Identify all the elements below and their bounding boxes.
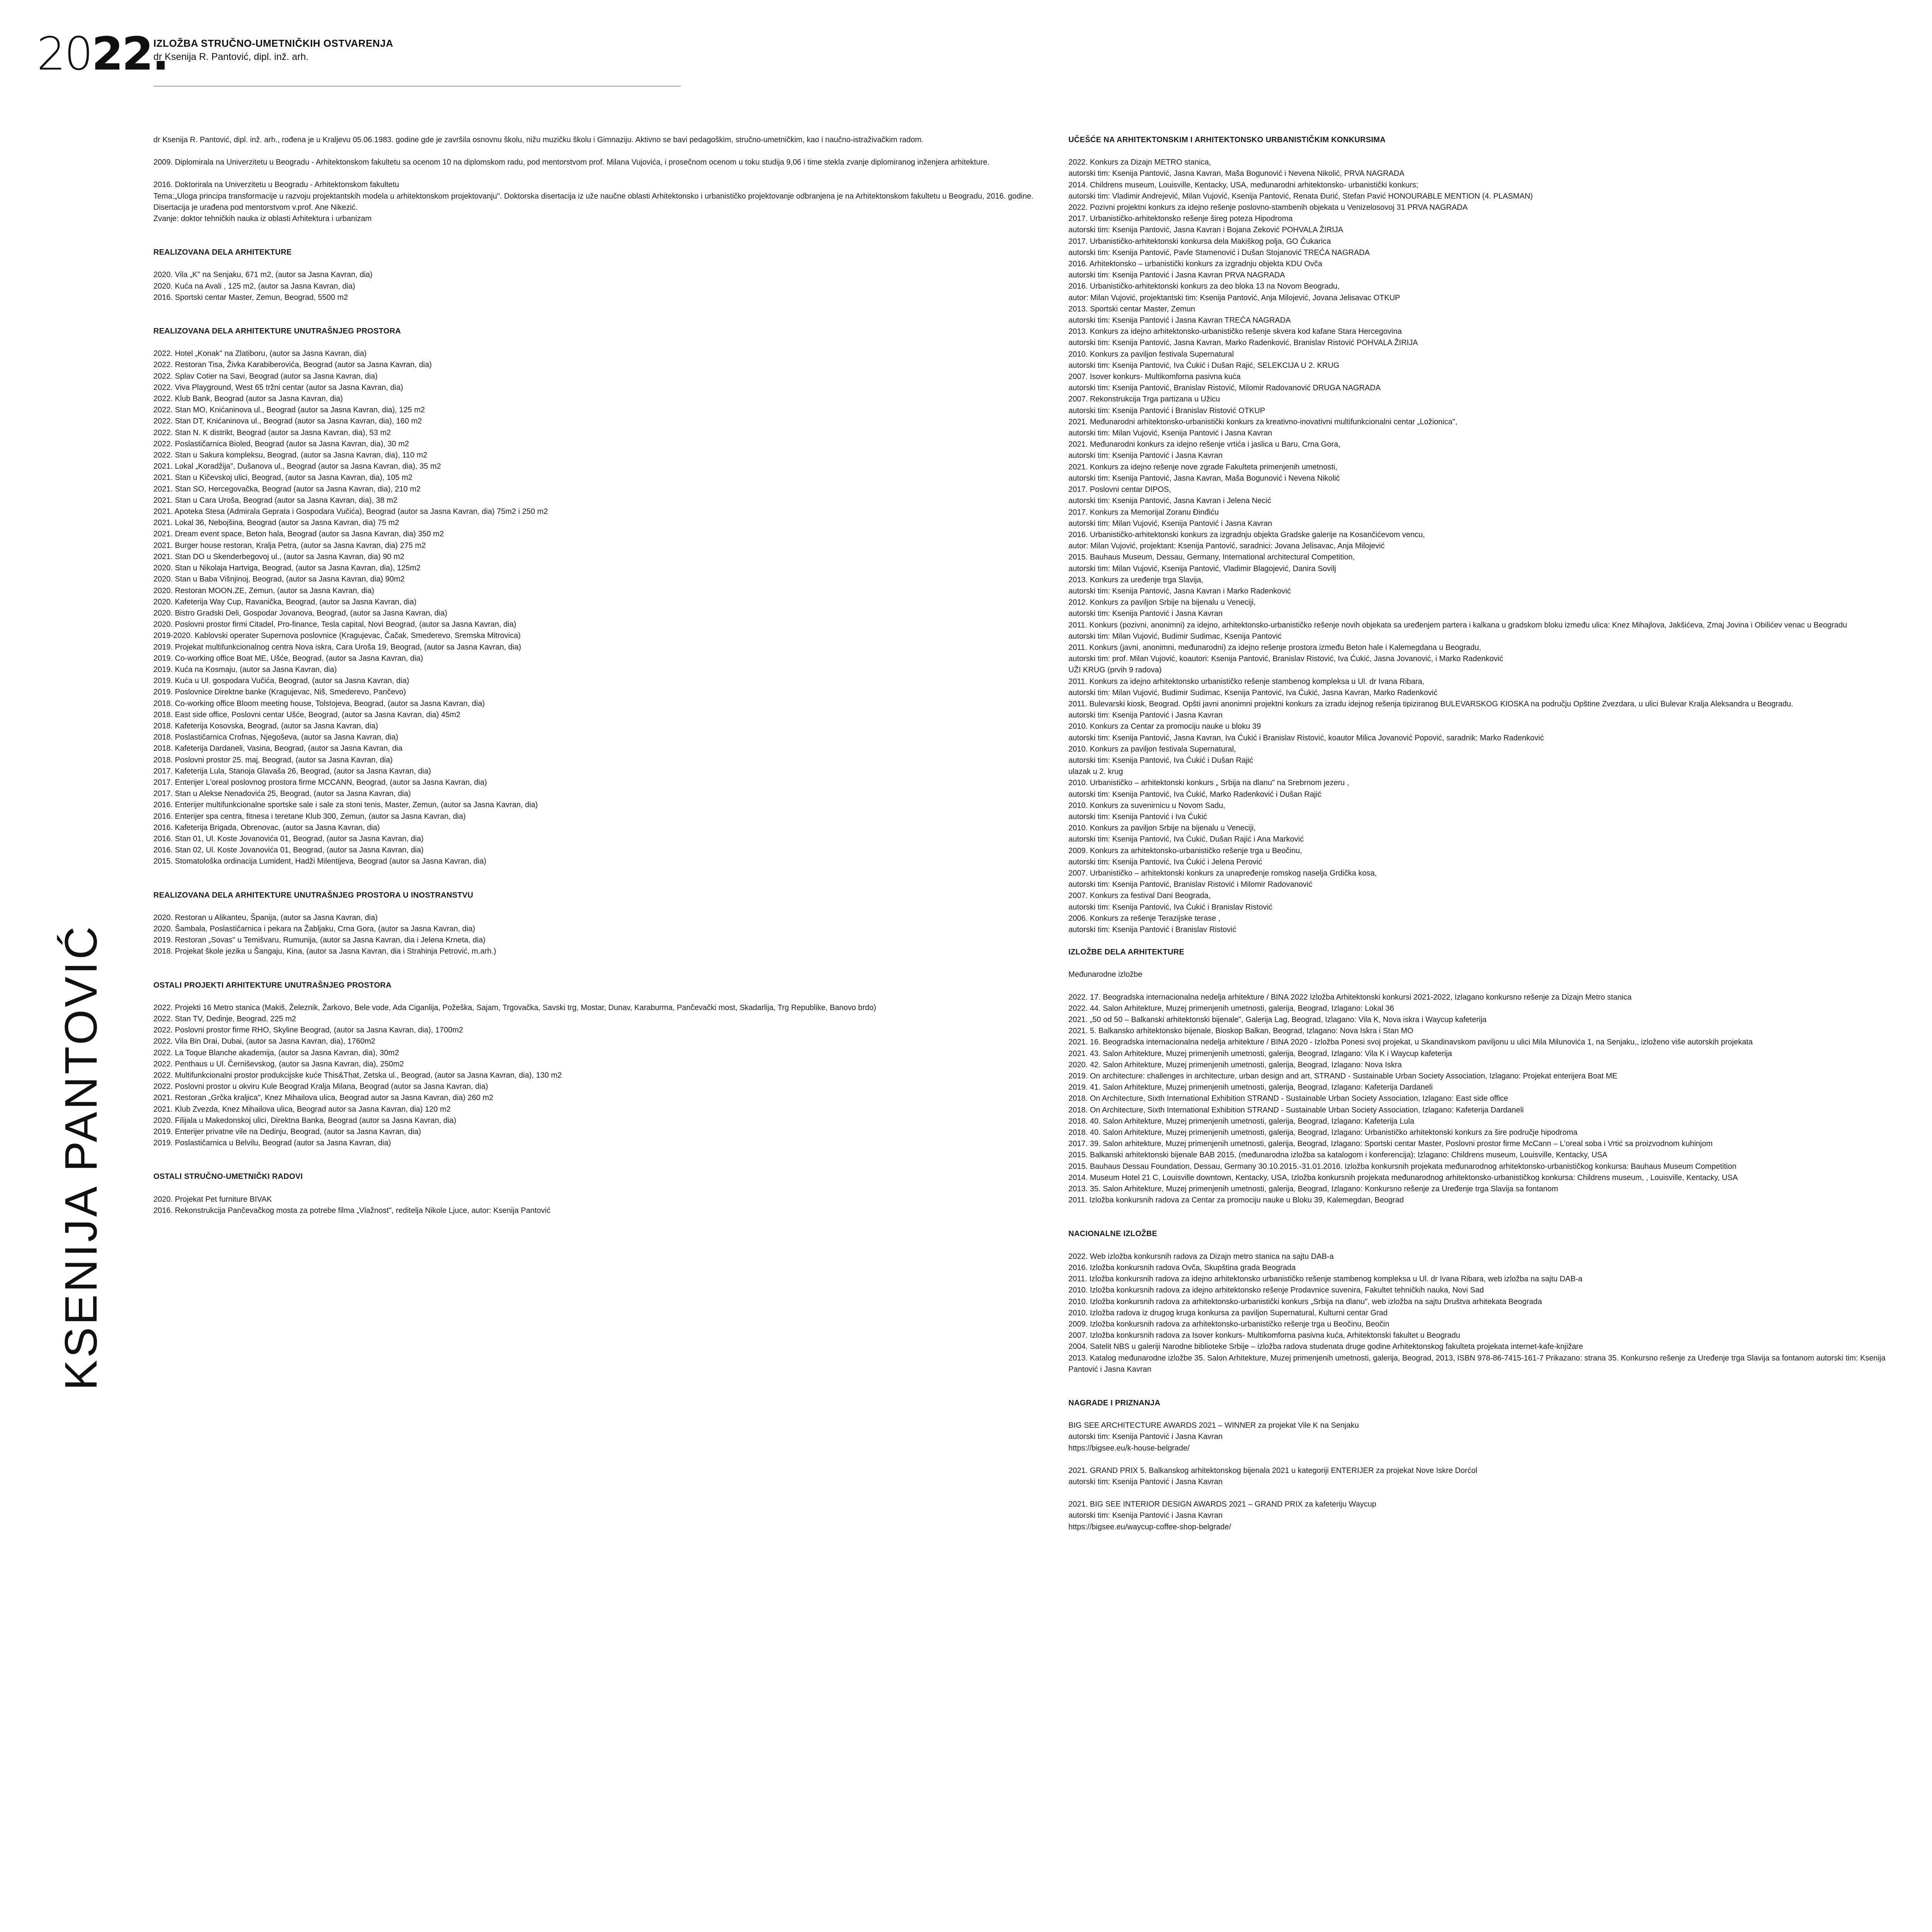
list-item: autorski tim: Ksenija Pantović, Iva Ćukić i Dušan Rajić [1068,756,1253,765]
list-item: 2019. Poslovnice Direktne banke (Kragujevac, Niš, Smederevo, Pančevo) [153,688,406,697]
list-item: autor: Milan Vujović, projektant: Ksenija Pantović, saradnici: Jovana Jelisavac, Anja Milojević [1068,542,1385,551]
bio-line: Zvanje: doktor tehničkih nauka iz oblasti Arhitektura i urbanizam [153,214,372,223]
list-item: 2015. Bauhaus Dessau Foundation, Dessau, Germany 30.10.2015.-31.01.2016. Izložba konkursnih projekata međunarodnog arhitektonsko-urbanističkog konkursa: Bauhaus Museum Competition [1068,1162,1736,1171]
list-item: autorski tim: Milan Vujović, Ksenija Pantović i Jasna Kavran [1068,429,1272,438]
section-title: OSTALI PROJEKTI ARHITEKTURE UNUTRAŠNJEG PROSTORA [153,981,392,990]
list-item: 2010. Izložba konkursnih radova za idejno arhitektonsko rešenje Prodavnice suvenira, Fakultet tehničkih nauka, Novi Sad [1068,1286,1484,1295]
list-item: 2019. Kuća na Kosmaju, (autor sa Jasna Kavran, dia) [153,665,337,674]
section-list [153,348,1042,867]
list-item: 2020. 42. Salon Arhitekture, Muzej primenjenih umetnosti, galerija, Beograd, Izlagano: Nova Iskra [1068,1060,1402,1069]
list-item: 2017. Stan u Alekse Nenadovića 25, Beograd, (autor sa Jasna Kavran, dia) [153,789,411,798]
list-item: 2022. Poslovni prostor firme RHO, Skyline Beograd, (autor sa Jasna Kavran, dia), 1700m2 [153,1026,463,1035]
award-line: https://bigsee.eu/waycup-coffee-shop-belgrade/ [1068,1522,1231,1531]
list-item: 2021. Međunarodni konkurs za idejno rešenje vrtića i jaslica u Baru, Crna Gora, [1068,440,1340,449]
list-item: 2019. 41. Salon Arhitekture, Muzej primenjenih umetnosti, galerija, Beograd, Izlagano: Kafeterija Dardaneli [1068,1083,1433,1092]
left-column [153,134,1042,1228]
list-item: 2022. Poslovni prostor u okviru Kule Beograd Kralja Milana, Beograd (autor sa Jasna Kavran, dia) [153,1082,488,1091]
section-list [153,912,1042,957]
list-item: autorski tim: Ksenija Pantović, Jasna Kavran, Maša Bogunović i Nevena Nikolić, PRVA NAGRADA [1068,169,1405,178]
list-item: 2010. Izložba radova iz drugog kruga konkursa za paviljon Supernatural, Kulturni centar Grad [1068,1308,1388,1317]
national-exhibitions-title: NACIONALNE IZLOŽBE [1068,1230,1157,1238]
list-item: 2020. Restoran u Alikanteu, Španija, (autor sa Jasna Kavran, dia) [153,913,378,922]
list-item: 2020. Šambala, Poslastičarnica i pekara na Žabljaku, Crna Gora, (autor sa Jasna Kavran, dia) [153,924,475,933]
bio-paragraph-2: 2009. Diplomirala na Univerzitetu u Beogradu - Arhitektonskom fakultetu sa ocenom 10 na diplomskom radu, pod mentorstvom prof. Milana Vujovića, i prosečnom ocenom u toku studija 9,06 i time stekla zvanje diplomiranog inženjera arhitekture. [153,158,990,167]
list-item: 2019-2020. Kablovski operater Supernova poslovnice (Kragujevac, Čačak, Smederevo, Sremska Mitrovica) [153,631,521,640]
national-exhibitions-list [1068,1251,1911,1375]
list-item: 2010. Konkurs za Centar za promociju nauke u bloku 39 [1068,722,1261,731]
list-item: 2021. Međunarodni arhitektonsko-urbanistički konkurs za kreativno-inovativni multifunkcionalni centar „Ložionica", [1068,417,1458,426]
list-item: 2018. Kafeterija Kosovska, Beograd, (autor sa Jasna Kavran, dia) [153,721,378,730]
award-line: BIG SEE ARCHITECTURE AWARDS 2021 – WINNER za projekat Vile K na Senjaku [1068,1421,1359,1430]
award-line: https://bigsee.eu/k-house-belgrade/ [1068,1444,1190,1452]
list-item: 2016. Stan 01, Ul. Koste Jovanovića 01, Beograd, (autor sa Jasna Kavran, dia) [153,834,424,843]
list-item: 2022. Klub Bank, Beograd (autor sa Jasna Kavran, dia) [153,395,343,403]
list-item: 2011. Izložba konkursnih radova za idejno arhitektonsko urbanističko rešenje stambenog kompleksa u Ul. dr Ivana Ribara, web izložba na sajtu DAB-a [1068,1275,1583,1284]
list-item: autorski tim: Ksenija Pantović, Branislav Ristović i Milomir Radovanović [1068,880,1313,889]
list-item: 2020. Bistro Gradski Deli, Gospodar Jovanova, Beograd, (autor sa Jasna Kavran, dia) [153,609,447,617]
list-item: 2021. Stan u Cara Uroša, Beograd (autor sa Jasna Kavran, dia), 38 m2 [153,496,398,505]
list-item: 2011. Bulevarski kiosk, Beograd. Opšti javni anonimni projektni konkurs za izradu idejnog rešenja tipiziranog BULEVARSKOG KIOSKA na području Opštine Zvezdara, u ulici Bulevar Kralja Aleksandra u Beogradu. [1068,699,1793,708]
list-item: 2020. Restoran MOON.ZE, Zemun, (autor sa Jasna Kavran, dia) [153,586,374,595]
list-item: 2022. Stan N. K distrikt, Beograd (autor sa Jasna Kavran, dia), 53 m2 [153,428,391,437]
header-divider [153,86,681,87]
list-item: 2022. Pozivni projektni konkurs za idejno rešenje poslovno-stambenih objekata u Venizelosovoj 31 PRVA NAGRADA [1068,203,1468,212]
list-item: autorski tim: prof. Milan Vujović, koautori: Ksenija Pantović, Branislav Ristović, Iva Ćukić, Jasna Jovanović, i Marko Radenković [1068,655,1503,663]
list-item: autorski tim: Ksenija Pantović, Jasna Kavran i Marko Radenković [1068,587,1291,595]
list-item: autorski tim: Ksenija Pantović, Jasna Kavran i Bojana Zeković POHVALA ŽIRIJA [1068,226,1344,235]
list-item: autorski tim: Ksenija Pantović i Branislav Ristović [1068,925,1236,934]
awards-list [1068,1420,1911,1533]
list-item: 2022. Stan u Sakura kompleksu, Beograd, (autor sa Jasna Kavran, dia), 110 m2 [153,451,427,460]
list-item: 2022. Projekti 16 Metro stanica (Makiš, Železnik, Žarkovo, Bele vode, Ada Ciganlija, Požeška, Sajam, Trgovačka, Savski trg, Mostar, Dunav, Karaburma, Pančevački most, Skadarlija, Trg Republike, Banovo brdo) [153,1003,876,1012]
right-column [1068,134,1911,1544]
list-item: autorski tim: Ksenija Pantović, Jasna Kavran i Jelena Necić [1068,497,1271,505]
list-item: 2017. 39. Salon arhitekture, Muzej primenjenih umetnosti, galerija, Beograd, Izlagano: Sportski centar Master, Poslovni prostor firme McCann – L'oreal soba i Vrtić sa proizvodnom kuhinjom [1068,1139,1713,1148]
award-line: 2021. BIG SEE INTERIOR DESIGN AWARDS 2021 – GRAND PRIX za kafeteriju Waycup [1068,1500,1376,1509]
list-item: autorski tim: Ksenija Pantović, Jasna Kavran, Iva Ćukić i Branislav Ristović, koautor Milica Jovanović Popović, saradnik: Marko Radenković [1068,733,1544,742]
list-item: 2016. Urbanističko-arhitektonski konkurs za deo bloka 13 na Novom Beogradu, [1068,282,1340,291]
award-line: autorski tim: Ksenija Pantović i Jasna Kavran [1068,1511,1223,1520]
list-item: 2021. Apoteka Stesa (Admirala Geprata i Gospodara Vučića), Beograd (autor sa Jasna Kavran, dia) 75m2 i 250 m2 [153,507,548,516]
list-item: autorski tim: Ksenija Pantović i Jasna Kavran [1068,451,1223,460]
list-item: autorski tim: Ksenija Pantović, Jasna Kavran, Marko Radenković, Branislav Ristović POHVALA ŽIRIJA [1068,338,1418,347]
list-item: 2022. Multifunkcionalni prostor produkcijske kuće This&That, Zetska ul., Beograd, (autor sa Jasna Kavran, dia), 130 m2 [153,1071,562,1080]
list-item: 2021. 16. Beogradska internacionalna nedelja arhitekture / BINA 2020 - Izložba Ponesi svoj projekat, u Skandinavskom paviljonu u ulici Mila Milunovića 1, na Senjaku,, izloženo više autorskih projekata [1068,1038,1753,1047]
list-item: 2022. Stan MO, Knićaninova ul., Beograd (autor sa Jasna Kavran, dia), 125 m2 [153,406,425,415]
list-item: 2022. Splav Cotier na Savi, Beograd (autor sa Jasna Kavran, dia) [153,372,378,381]
list-item: autorski tim: Vladimir Andrejević, Milan Vujović, Ksenija Pantović, Renata Đurić, Stefan Pavić HONOURABLE MENTION (4. PLASMAN) [1068,192,1533,201]
list-item: 2018. 40. Salon Arhitekture, Muzej primenjenih umetnosti, galerija, Beograd, Izlagano: Kafeterija Lula [1068,1117,1414,1126]
list-item: autorski tim: Ksenija Pantović, Iva Ćukić i Branislav Ristović [1068,903,1272,912]
list-item: 2010. Izložba konkursnih radova za arhitektonsko-urbanistički konkurs „Srbija na dlanu", web izložba na sajtu Društva arhitekata Beograda [1068,1297,1542,1306]
list-item: 2017. Poslovni centar DIPOS, [1068,485,1171,494]
list-item: 2021. Burger house restoran, Kralja Petra, (autor sa Jasna Kavran, dia) 275 m2 [153,541,426,550]
list-item: 2021. Stan DO u Skenderbegovoj ul., (autor sa Jasna Kavran, dia) 90 m2 [153,552,405,561]
left-sections [153,247,1042,1216]
list-item: 2007. Izložba konkursnih radova za Isover konkurs- Multikomforna pasivna kuća, Arhitektonski fakultet u Beogradu [1068,1331,1460,1340]
list-item: autorski tim: Ksenija Pantović i Jasna Kavran [1068,711,1223,720]
list-item: autorski tim: Ksenija Pantović i Jasna Kavran [1068,609,1223,618]
list-item: ulazak u 2. krug [1068,767,1123,776]
exhibitions-list [1068,992,1911,1206]
list-item: 2019. Co-working office Boat ME, Ušće, Beograd, (autor sa Jasna Kavran, dia) [153,654,423,663]
list-item: 2013. Konkurs za idejno arhitektonsko-urbanističko rešenje skvera kod kafane Stara Hercegovina [1068,327,1402,336]
list-item: 2009. Konkurs za arhitektonsko-urbanističko rešenje trga u Beočinu, [1068,846,1302,855]
list-item: 2021. Lokal 36, Nebojšina, Beograd (autor sa Jasna Kavran, dia) 75 m2 [153,519,399,527]
section-title: REALIZOVANA DELA ARHITEKTURE UNUTRAŠNJEG PROSTORA [153,327,401,336]
list-item: 2004. Satelit NBS u galeriji Narodne biblioteke Srbije – izložba radova studenata druge godine Arhitektonskog fakulteta projekata internet-kafe-knjižare [1068,1342,1583,1351]
list-item: 2016. Enterijer spa centra, fitnesa i teretane Klub 300, Zemun, (autor sa Jasna Kavran, dia) [153,812,466,821]
list-item: 2016. Izložba konkursnih radova Ovča, Skupština grada Beograda [1068,1263,1296,1272]
section-list [153,1002,1042,1149]
list-item: 2012. Konkurs za paviljon Srbije na bijenalu u Veneciji, [1068,598,1256,607]
bio-line: Tema:„Uloga principa transformacije u razvoju projektantskih modela u arhitektonskom projektovanju". Doktorska disertacija iz uže naučne oblasti Arhitektonsko i urbanističko projektovanje odbranjena je na Arhitektonskom fakultetu u Beogradu, 2016. godine. Disertacija je urađena pod mentorstvom v.prof. Ane Nikezić. [153,192,1034,212]
list-item: 2015. Balkanski arhitektonski bijenale BAB 2015, (međunarodna izložba sa katalogom i konferencija); Izlagano: Childrens museum, Louisville, Kentacky, USA [1068,1151,1607,1160]
vertical-author-name: KSENIJA PANTOVIĆ [56,924,107,1391]
list-item: 2011. Izložba konkursnih radova za Centar za promociju nauke u Bloku 39, Kalemegdan, Beograd [1068,1196,1404,1205]
list-item: 2016. Arhitektonsko – urbanistički konkurs za izgradnju objekta KDU Ovča [1068,260,1323,269]
list-item: autorski tim: Milan Vujović, Budimir Sudimac, Ksenija Pantović, Iva Ćukić, Jasna Kavran, Marko Radenković [1068,688,1438,697]
list-item: 2015. Bauhaus Museum, Dessau, Germany, International architectural Competition, [1068,553,1355,562]
section-title: REALIZOVANA DELA ARHITEKTURE UNUTRAŠNJEG PROSTORA U INOSTRANSTVU [153,891,473,900]
list-item: 2018. Co-working office Bloom meeting house, Tolstojeva, Beograd, (autor sa Jasna Kavran, dia) [153,699,485,708]
list-item: 2021. Stan u Kičevskoj ulici, Beograd, (autor sa Jasna Kavran, dia), 105 m2 [153,473,413,482]
list-item: autorski tim: Milan Vujović, Budimir Sudimac, Ksenija Pantović [1068,632,1282,641]
list-item: 2016. Sportski centar Master, Zemun, Beograd, 5500 m2 [153,293,348,302]
list-item: 2017. Urbanističko-arhitektonski konkursa dela Makiškog polja, GO Čukarica [1068,237,1331,246]
list-item: 2020. Vila „K" na Senjaku, 671 m2, (autor sa Jasna Kavran, dia) [153,270,373,279]
list-item: 2021. Konkurs za idejno rešenje nove zgrade Fakulteta primenjenih umetnosti, [1068,463,1337,471]
list-item: autorski tim: Ksenija Pantović, Iva Ćukić i Jelena Perović [1068,857,1262,866]
list-item: 2021. Klub Zvezda, Knez Mihailova ulica, Beograd autor sa Jasna Kavran, dia) 120 m2 [153,1105,451,1114]
list-item: 2017. Enterijer L'oreal poslovnog prostora firme MCCANN, Beograd, (autor sa Jasna Kavran, dia) [153,778,487,787]
competitions-list [1068,157,1911,935]
header-title: IZLOŽBA STRUČNO-UMETNIČKIH OSTVARENJA [153,37,393,49]
list-item: 2020. Projekat Pet furniture BIVAK [153,1195,272,1204]
list-item: UŽI KRUG (prvih 9 radova) [1068,666,1162,675]
list-item: 2018. East side office, Poslovni centar Ušće, Beograd, (autor sa Jasna Kavran, dia) 45m2 [153,710,461,719]
bio-line: 2016. Doktorirala na Univerzitetu u Beogradu - Arhitektonskom fakultetu [153,180,399,189]
list-item: 2021. Stan SO, Hercegovačka, Beograd (autor sa Jasna Kavran, dia), 210 m2 [153,485,421,493]
award-line: autorski tim: Ksenija Pantović i Jasna Kavran [1068,1477,1223,1486]
section-title: OSTALI STRUČNO-UMETNIČKI RADOVI [153,1172,303,1181]
list-item: 2007. Urbanističko – arhitektonski konkurs za unapređenje romskog naselja Grdička kosa, [1068,869,1377,878]
section-list [153,1194,1042,1216]
list-item: 2011. Konkurs (pozivni, anonimni) za idejno, arhitektonsko-urbanističko rešenje novih objekata sa uređenjem partera i kalkana u gradskom bloku između ulica: Knez Mihajlova, Jakšićeva, Zmaj Jovina i Obilićev venac u Beogradu [1068,621,1847,629]
list-item: 2018. Poslastičarnica Crofnas, Njegoševa, (autor sa Jasna Kavran, dia) [153,733,398,742]
header-subtitle: dr Ksenija R. Pantović, dipl. inž. arh. [153,51,309,62]
exhibitions-title: IZLOŽBE DELA ARHITEKTURE [1068,948,1185,957]
list-item: 2021. Dream event space, Beton hala, Beograd (autor sa Jasna Kavran, dia) 350 m2 [153,530,444,539]
list-item: 2019. Poslastičarnica u Belvilu, Beograd (autor sa Jasna Kavran, dia) [153,1139,391,1148]
list-item: autorski tim: Ksenija Pantović, Iva Ćukić, Marko Radenković i Dušan Rajić [1068,790,1321,799]
list-item: autor: Milan Vujović, projektantski tim: Ksenija Pantović, Anja Milojević, Jovana Jelisavac OTKUP [1068,293,1400,302]
list-item: 2018. Poslovni prostor 25. maj, Beograd, (autor sa Jasna Kavran, dia) [153,755,393,764]
list-item: 2010. Konkurs za paviljon festivala Supernatural [1068,350,1234,359]
list-item: 2010. Konkurs za paviljon festivala Supernatural, [1068,745,1236,753]
list-item: 2021. 43. Salon Arhitekture, Muzej primenjenih umetnosti, galerija, Beograd, Izlagano: Vila K i Waycup kafeterija [1068,1049,1452,1058]
list-item: autorski tim: Ksenija Pantović i Jasna Kavran TREĆA NAGRADA [1068,316,1291,325]
list-item: autorski tim: Ksenija Pantović, Iva Ćukić, Dušan Rajić i Ana Marković [1068,835,1304,844]
list-item: 2019. Kuća u Ul. gospodara Vučića, Beograd, (autor sa Jasna Kavran, dia) [153,677,409,685]
list-item: 2014. Childrens museum, Louisville, Kentacky, USA, međunarodni arhitektonsko- urbanistički konkurs; [1068,180,1418,189]
bio-paragraph-1: dr Ksenija R. Pantović, dipl. inž. arh., rođena je u Kraljevu 05.06.1983. godine gde je završila osnovnu školu, nižu muzičku školu i Gimnaziju. Aktivno se bavi pedagoškim, stručno-umetničkim, kao i naučno-istraživačkim radom. [153,136,924,144]
list-item: 2022. 17. Beogradska internacionalna nedelja arhitekture / BINA 2022 Izložba Arhitektonski konkursi 2021-2022, Izlagano konkursno rešenje za Dizajn Metro stanica [1068,993,1632,1002]
list-item: 2022. La Toque Blanche akademija, (autor sa Jasna Kavran, dia), 30m2 [153,1048,399,1057]
list-item: 2016. Kafeterija Brigada, Obrenovac, (autor sa Jasna Kavran, dia) [153,823,380,832]
list-item: autorski tim: Milan Vujović, Ksenija Pantović, Vladimir Blagojević, Danira Sovilj [1068,564,1336,573]
list-item: 2021. Lokal „Koradžija", Dušanova ul., Beograd (autor sa Jasna Kavran, dia), 35 m2 [153,462,441,471]
list-item: 2021. Restoran „Grčka kraljica", Knez Mihailova ulica, Beograd autor sa Jasna Kavran, dia) 260 m2 [153,1094,493,1102]
list-item: 2007. Rekonstrukcija Trga partizana u Užicu [1068,395,1220,404]
list-item: 2011. Konkurs za idejno arhitektonsko urbanističko rešenje stambenog kompleksa u Ul. dr Ivana Ribara, [1068,677,1425,686]
list-item: 2013. Katalog međunarodne izložbe 35. Salon Arhitekture, Muzej primenjenih umetnosti, galerija, Beograd, 2013, ISBN 978-86-7415-161-7 Prikazano: strana 35. Konkursno rešenje za Uređenje trga Slavija sa fontanom autorski tim: Ksenija Pantović i Jasna Kavran [1068,1354,1886,1374]
list-item: autorski tim: Ksenija Pantović i Iva Ćukić [1068,812,1208,821]
list-item: 2015. Stomatološka ordinacija Lumident, Hadži Milentijeva, Beograd (autor sa Jasna Kavran, dia) [153,857,486,866]
list-item: 2020. Kuća na Avali , 125 m2, (autor sa Jasna Kavran, dia) [153,282,355,291]
list-item: autorski tim: Ksenija Pantović i Branislav Ristović OTKUP [1068,406,1265,415]
year-bold: 22. [92,27,168,80]
list-item: 2013. Konkurs za uređenje trga Slavija, [1068,575,1204,584]
list-item: 2016. Enterijer multifunkcionalne sportske sale i sale za stoni tenis, Master, Zemun, (autor sa Jasna Kavran, dia) [153,801,538,810]
bio-paragraph-3 [153,179,1042,224]
list-item: 2018. Kafeterija Dardaneli, Vasina, Beograd, (autor sa Jasna Kavran, dia [153,744,403,753]
list-item: 2020. Poslovni prostor firmi Citadel, Pro-finance, Tesla capital, Novi Beograd, (autor sa Jasna Kavran, dia) [153,620,516,629]
list-item: 2007. Konkurs za festival Dani Beograda, [1068,891,1211,900]
section-title: REALIZOVANA DELA ARHITEKTURE [153,248,292,257]
list-item: 2022. Vila Bin Drai, Dubai, (autor sa Jasna Kavran, dia), 1760m2 [153,1037,376,1046]
award-line: 2021. GRAND PRIX 5. Balkanskog arhitektonskog bijenala 2021 u kategoriji ENTERIJER za projekat Nove Iskre Dorćol [1068,1466,1478,1475]
list-item: 2007. Isover konkurs- Multikomforna pasivna kuća [1068,372,1241,381]
competitions-title: UČEŠĆE NA ARHITEKTONSKIM I ARHITEKTONSKO URBANISTIČKIM KONKURSIMA [1068,136,1386,144]
list-item: 2020. Stan u Nikolaja Hartviga, Beograd, (autor sa Jasna Kavran, dia), 125m2 [153,564,421,573]
list-item: 2022. Viva Playground, West 65 tržni centar (autor sa Jasna Kavran, dia) [153,383,403,392]
award-line: autorski tim: Ksenija Pantović i Jasna Kavran [1068,1432,1223,1441]
list-item: 2016. Rekonstrukcija Pančevačkog mosta za potrebe filma „Vlažnost", reditelja Nikole Ljuce, autor: Ksenija Pantović [153,1206,551,1215]
award-entry [1068,1465,1911,1488]
international-exhibitions-subtitle: Međunarodne izložbe [1068,970,1143,979]
list-item: 2022. Web izložba konkursnih radova za Dizajn metro stanica na sajtu DAB-a [1068,1252,1334,1261]
list-item: 2018. On Architecture, Sixth International Exhibition STRAND - Sustainable Urban Society Association, Izlagano: East side office [1068,1094,1509,1103]
list-item: 2010. Urbanističko – arhitektonski konkurs „ Srbija na dlanu" na Srebrnom jezeru , [1068,779,1349,787]
list-item: 2020. Filijala u Makedonskoj ulici, Direktna Banka, Beograd (autor sa Jasna Kavran, dia) [153,1116,456,1125]
list-item: 2013. Sportski centar Master, Zemun [1068,304,1195,313]
list-item: 2019. Projekat multifunkcionalnog centra Nova iskra, Cara Uroša 19, Beograd, (autor sa Jasna Kavran, dia) [153,643,521,651]
list-item: 2016. Urbanističko-arhitektonski konkurs za izgradnju objekta Gradske galerije na Kosančićevom vencu, [1068,530,1425,539]
list-item: 2017. Kafeterija Lula, Stanoja Glavaša 26, Beograd, (autor sa Jasna Kavran, dia) [153,767,431,776]
list-item: 2022. Restoran Tisa, Živka Karabiberovića, Beograd (autor sa Jasna Kavran, dia) [153,361,432,369]
list-item: 2011. Konkurs (javni, anonimni, međunarodni) za idejno rešenje prostora između Beton hale i Kalemegdana u Beogradu, [1068,643,1481,652]
list-item: 2017. Konkurs za Memorijal Zoranu Đinđiću [1068,508,1219,517]
list-item: autorski tim: Ksenija Pantović, Branislav Ristović, Milomir Radovanović DRUGA NAGRADA [1068,384,1381,393]
list-item: autorski tim: Ksenija Pantović i Jasna Kavran PRVA NAGRADA [1068,271,1285,280]
list-item: 2014. Museum Hotel 21 C, Louisville downtown, Kentacky, USA, Izložba konkursnih projekata međunarodnog arhitektonsko-urbanističkog konkursa: Childrens museum, , Louisville, Kentacky, USA [1068,1173,1738,1182]
list-item: 2020. Stan u Baba Višnjinoj, Beograd, (autor sa Jasna Kavran, dia) 90m2 [153,575,405,584]
list-item: 2009. Izložba konkursnih radova za arhitektonsko-urbanističko rešenje trga u Beočinu, Beočin [1068,1320,1389,1328]
list-item: 2019. Restoran „Sovas" u Temišvaru, Rumunija, (autor sa Jasna Kavran, dia i Jelena Krneta, dia) [153,936,486,945]
list-item: 2016. Stan 02, Ul. Koste Jovanovića 01, Beograd, (autor sa Jasna Kavran, dia) [153,846,424,855]
list-item: autorski tim: Ksenija Pantović, Pavle Stamenović i Dušan Stojanović TREĆA NAGRADA [1068,248,1370,257]
list-item: 2022. Konkurs za Dizajn METRO stanica, [1068,158,1211,167]
list-item: 2010. Konkurs za suvenirnicu u Novom Sadu, [1068,801,1225,810]
year-light: 20 [37,27,92,80]
list-item: 2018. Projekat škole jezika u Šangaju, Kina, (autor sa Jasna Kavran, dia i Strahinja Petrović, m.arh.) [153,947,497,956]
list-item: 2021. 5. Balkansko arhitektonsko bijenale, Bioskop Balkan, Beograd, Izlagano: Nova Iskra i Stan MO [1068,1027,1413,1036]
list-item: 2022. Stan TV, Dedinje, Beograd, 225 m2 [153,1015,296,1023]
list-item: 2021. „50 od 50 – Balkanski arhitektonski bijenale", Galerija Lag, Beograd, Izlagano: Vila K, Nova iskra i Waycup kafeterija [1068,1015,1487,1024]
list-item: 2018. 40. Salon Arhitekture, Muzej primenjenih umetnosti, galerija, Beograd, Izlagano: Urbanističko arhitektonski konkurs za šire područje hipodroma [1068,1128,1578,1137]
list-item: 2017. Urbanističko-arhitektonsko rešenje šireg poteza Hipodroma [1068,214,1293,223]
list-item: 2022. Hotel „Konak" na Zlatiboru, (autor sa Jasna Kavran, dia) [153,349,367,358]
list-item: 2018. On Architecture, Sixth International Exhibition STRAND - Sustainable Urban Society Association, Izlagano: Kafeterija Dardaneli [1068,1105,1524,1114]
award-entry [1068,1499,1911,1533]
list-item: autorski tim: Ksenija Pantović, Jasna Kavran, Maša Bogunović i Nevena Nikolić [1068,474,1340,483]
list-item: 2006. Konkurs za rešenje Terazijske terase , [1068,914,1221,923]
list-item: autorski tim: Ksenija Pantović, Iva Ćukić i Dušan Rajić, SELEKCIJA U 2. KRUG [1068,361,1340,370]
list-item: autorski tim: Milan Vujović, Ksenija Pantović i Jasna Kavran [1068,519,1272,528]
list-item: 2022. Poslastičarnica Bioled, Beograd (autor sa Jasna Kavran, dia), 30 m2 [153,439,409,448]
header-year [37,27,168,80]
section-list [153,269,1042,303]
list-item: 2020. Kafeterija Way Cup, Ravanička, Beograd, (autor sa Jasna Kavran, dia) [153,597,417,606]
award-entry [1068,1420,1911,1454]
list-item: 2022. Stan DT, Knićaninova ul., Beograd (autor sa Jasna Kavran, dia), 160 m2 [153,417,422,426]
list-item: 2022. 44. Salon Arhitekture, Muzej primenjenih umetnosti, galerija, Beograd, Izlagano: Lokal 36 [1068,1004,1394,1013]
list-item: 2022. Penthaus u Ul. Černiševskog, (autor sa Jasna Kavran, dia), 250m2 [153,1060,404,1068]
list-item: 2013. 35. Salon Arhitekture, Muzej primenjenih umetnosti, galerija, Beograd, Izlagano: Konkursno rešenje za Uređenje trga Slavija sa fontanom [1068,1185,1558,1194]
list-item: 2019. Enterijer privatne vile na Dedinju, Beograd, (autor sa Jasna Kavran, dia) [153,1128,421,1136]
list-item: 2019. On architecture: challenges in architecture, urban design and art, STRAND - Sustainable Urban Society Association, Izlagano: Projekat enterijera Boat ME [1068,1072,1617,1081]
awards-title: NAGRADE I PRIZNANJA [1068,1398,1160,1407]
list-item: 2010. Konkurs za paviljon Srbije na bijenalu u Veneciji, [1068,824,1256,833]
